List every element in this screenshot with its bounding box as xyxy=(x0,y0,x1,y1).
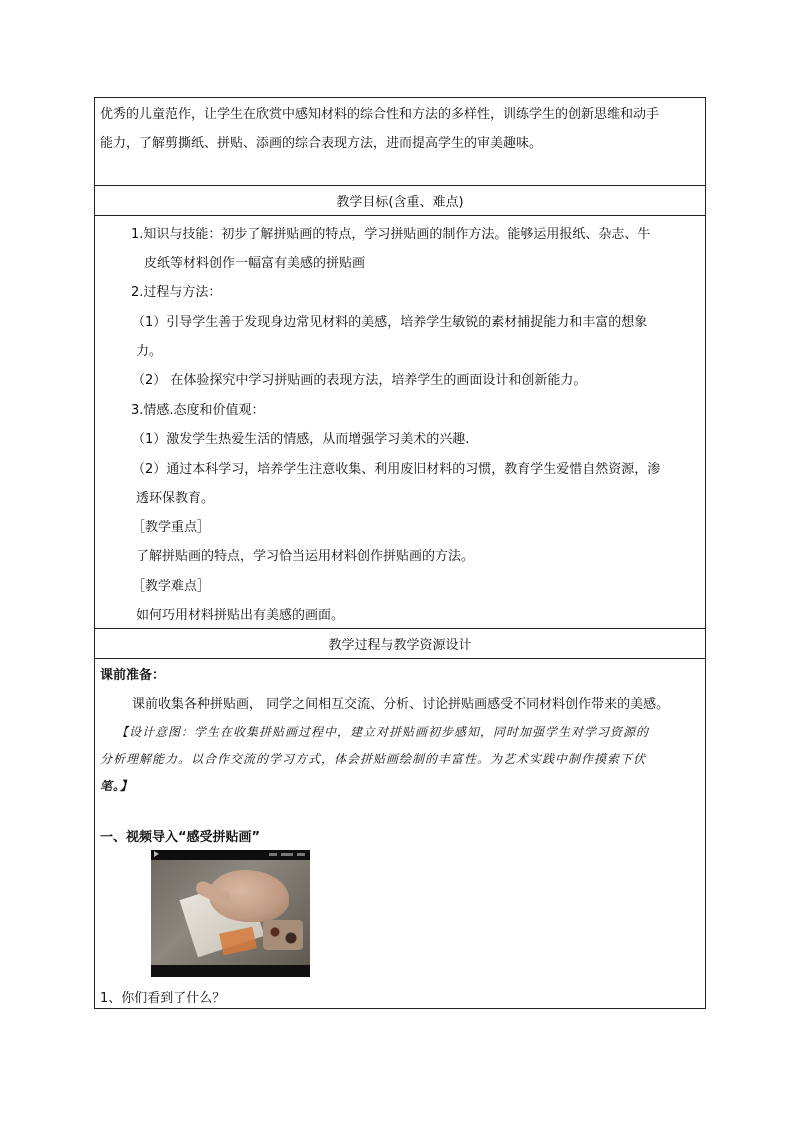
design-intent-line: 分析理解能力。以合作交流的学习方式，体会拼贴画绘制的丰富性。为艺术实践中制作摸索下伏 xyxy=(100,752,647,766)
play-icon[interactable] xyxy=(154,851,159,857)
preparation-label: 课前准备： xyxy=(100,668,166,683)
table-divider xyxy=(94,215,706,216)
objective-process-title: 2.过程与方法： xyxy=(131,285,222,300)
objective-process-item: （2） 在体验探究中学习拼贴画的表现方法，培养学生的画面设计和创新能力。 xyxy=(132,373,587,388)
objective-emotion-item: （1）激发学生热爱生活的情感，从而增强学习美术的兴趣. xyxy=(132,432,470,447)
difficulty-text: 如何巧用材料拼贴出有美感的画面。 xyxy=(136,608,345,623)
objective-emotion-item-cont: 透环保教育。 xyxy=(136,491,215,506)
question: 1、你们看到了什么？ xyxy=(100,991,226,1006)
objective-emotion-item: （2）通过本科学习，培养学生注意收集、利用废旧材料的习惯，教育学生爱惜自然资源，渗 xyxy=(132,462,661,477)
objective-knowledge: 1.知识与技能：初步了解拼贴画的特点，学习拼贴画的制作方法。能够运用报纸、杂志、牛 xyxy=(131,227,651,242)
objectives-header: 教学目标(含重、难点) xyxy=(336,195,464,210)
objective-emotion-title: 3.情感.态度和价值观： xyxy=(131,403,265,418)
fullscreen-icon[interactable] xyxy=(297,853,305,856)
difficulty-label: ［教学难点］ xyxy=(132,579,211,594)
objective-knowledge-cont: 皮纸等材料创作一幅富有美感的拼贴画 xyxy=(144,256,366,271)
objective-process-item: （1）引导学生善于发现身边常见材料的美感，培养学生敏锐的素材捕捉能力和丰富的想象 xyxy=(132,315,648,330)
process-header: 教学过程与教学资源设计 xyxy=(328,638,472,653)
intro-line: 优秀的儿童范作，让学生在欣赏中感知材料的综合性和方法的多样性，训练学生的创新思维和动手 xyxy=(100,107,660,122)
key-point-label: ［教学重点］ xyxy=(132,520,211,535)
design-intent-line: 【设计意图：学生在收集拼贴画过程中，建立对拼贴画初步感知，同时加强学生对学习资源的 xyxy=(116,725,650,739)
video-thumbnail[interactable] xyxy=(151,850,310,977)
preparation-text: 课前收集各种拼贴画， 同学之间相互交流、分析、讨论拼贴画感受不同材料创作带来的美感。 xyxy=(132,697,670,712)
key-point-text: 了解拼贴画的特点，学习恰当运用材料创作拼贴画的方法。 xyxy=(136,549,475,564)
intro-line: 能力，了解剪撕纸、拼贴、添画的综合表现方法，进而提高学生的审美趣味。 xyxy=(100,136,543,151)
collage-material xyxy=(263,920,303,950)
objective-process-item-cont: 力。 xyxy=(136,344,163,359)
section-heading: 一、视频导入“感受拼贴画” xyxy=(100,830,261,845)
settings-icon[interactable] xyxy=(281,853,293,856)
table-divider xyxy=(94,658,706,659)
table-divider xyxy=(94,628,706,629)
volume-icon[interactable] xyxy=(269,853,277,856)
design-intent-line: 笔。】 xyxy=(100,779,134,793)
table-divider xyxy=(94,185,706,186)
video-bottom-bar xyxy=(151,965,310,977)
